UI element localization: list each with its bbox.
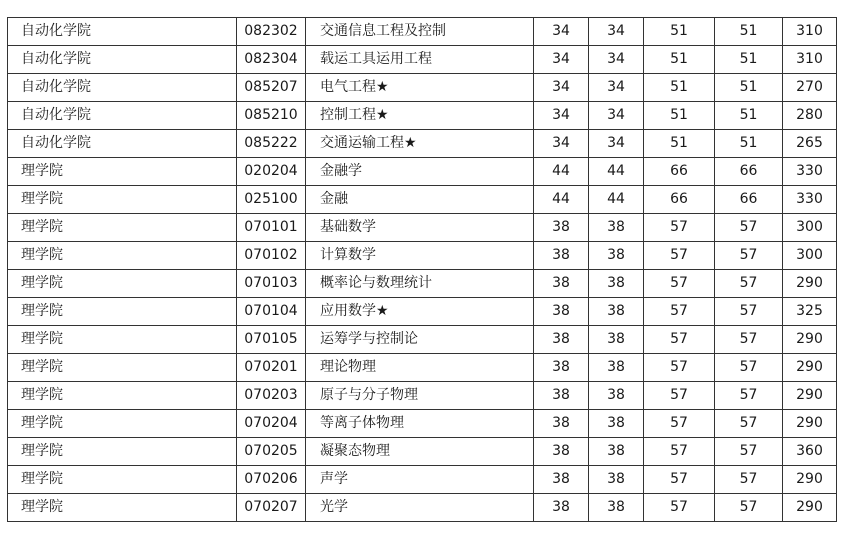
table-row (8, 326, 837, 354)
score-cell-2: 38 (589, 242, 644, 270)
score-cell-4: 57 (715, 354, 783, 382)
score-cell-3: 51 (644, 130, 715, 158)
major-name-cell: 等离子体物理 (306, 410, 534, 438)
major-code-cell: 070102 (237, 242, 306, 270)
score-cell-2: 38 (589, 354, 644, 382)
major-name-cell: 理论物理 (306, 354, 534, 382)
total-score-cell: 290 (783, 494, 837, 522)
major-name-cell: 基础数学 (306, 214, 534, 242)
table-row (8, 46, 837, 74)
score-cell-4: 57 (715, 466, 783, 494)
major-code-cell: 070103 (237, 270, 306, 298)
total-score-cell: 290 (783, 270, 837, 298)
score-cell-4: 57 (715, 326, 783, 354)
college-cell: 自动化学院 (8, 18, 237, 46)
score-cell-1: 38 (534, 242, 589, 270)
major-name-cell: 计算数学 (306, 242, 534, 270)
score-cell-1: 38 (534, 270, 589, 298)
score-cell-2: 34 (589, 18, 644, 46)
table-row (8, 186, 837, 214)
major-name-cell: 交通信息工程及控制 (306, 18, 534, 46)
score-table-container (7, 17, 837, 522)
score-cell-3: 57 (644, 214, 715, 242)
score-cell-2: 38 (589, 410, 644, 438)
college-cell: 理学院 (8, 354, 237, 382)
college-cell: 理学院 (8, 494, 237, 522)
total-score-cell: 290 (783, 382, 837, 410)
table-row (8, 466, 837, 494)
major-code-cell: 082304 (237, 46, 306, 74)
score-cell-4: 57 (715, 214, 783, 242)
major-name-cell: 交通运输工程★ (306, 130, 534, 158)
major-code-cell: 085207 (237, 74, 306, 102)
score-cell-1: 38 (534, 354, 589, 382)
major-name-cell: 概率论与数理统计 (306, 270, 534, 298)
table-row (8, 270, 837, 298)
score-cell-1: 34 (534, 18, 589, 46)
college-cell: 理学院 (8, 438, 237, 466)
major-name-cell: 金融 (306, 186, 534, 214)
score-cell-3: 57 (644, 438, 715, 466)
major-name-cell: 金融学 (306, 158, 534, 186)
table-row (8, 74, 837, 102)
major-code-cell: 070206 (237, 466, 306, 494)
score-cell-1: 38 (534, 410, 589, 438)
college-cell: 自动化学院 (8, 102, 237, 130)
score-cell-3: 57 (644, 410, 715, 438)
score-cell-4: 57 (715, 270, 783, 298)
major-code-cell: 085222 (237, 130, 306, 158)
college-cell: 理学院 (8, 270, 237, 298)
college-cell: 理学院 (8, 410, 237, 438)
score-cell-1: 38 (534, 326, 589, 354)
major-code-cell: 070101 (237, 214, 306, 242)
total-score-cell: 265 (783, 130, 837, 158)
score-cell-3: 66 (644, 186, 715, 214)
major-name-cell: 载运工具运用工程 (306, 46, 534, 74)
score-cell-1: 38 (534, 466, 589, 494)
score-cell-2: 38 (589, 214, 644, 242)
college-cell: 理学院 (8, 298, 237, 326)
major-name-cell: 凝聚态物理 (306, 438, 534, 466)
total-score-cell: 325 (783, 298, 837, 326)
college-cell: 理学院 (8, 186, 237, 214)
total-score-cell: 310 (783, 46, 837, 74)
college-cell: 理学院 (8, 214, 237, 242)
major-name-cell: 运筹学与控制论 (306, 326, 534, 354)
major-name-cell: 声学 (306, 466, 534, 494)
total-score-cell: 290 (783, 354, 837, 382)
score-cell-1: 38 (534, 214, 589, 242)
score-cell-4: 51 (715, 130, 783, 158)
score-cell-4: 51 (715, 46, 783, 74)
score-cell-3: 51 (644, 74, 715, 102)
major-name-cell: 光学 (306, 494, 534, 522)
score-cell-4: 66 (715, 186, 783, 214)
score-cell-2: 38 (589, 494, 644, 522)
score-cell-4: 57 (715, 298, 783, 326)
score-cell-2: 38 (589, 382, 644, 410)
total-score-cell: 330 (783, 158, 837, 186)
major-code-cell: 070203 (237, 382, 306, 410)
score-cell-3: 51 (644, 102, 715, 130)
score-cell-2: 38 (589, 438, 644, 466)
score-cell-1: 38 (534, 298, 589, 326)
table-row (8, 438, 837, 466)
score-cell-4: 57 (715, 494, 783, 522)
score-cell-2: 44 (589, 186, 644, 214)
college-cell: 理学院 (8, 242, 237, 270)
total-score-cell: 290 (783, 326, 837, 354)
score-cell-1: 34 (534, 102, 589, 130)
score-cell-1: 38 (534, 382, 589, 410)
table-row (8, 410, 837, 438)
major-code-cell: 020204 (237, 158, 306, 186)
total-score-cell: 290 (783, 410, 837, 438)
score-cell-4: 51 (715, 74, 783, 102)
major-code-cell: 082302 (237, 18, 306, 46)
major-code-cell: 070104 (237, 298, 306, 326)
score-cell-4: 51 (715, 102, 783, 130)
score-cell-3: 57 (644, 326, 715, 354)
total-score-cell: 330 (783, 186, 837, 214)
score-cell-2: 38 (589, 466, 644, 494)
college-cell: 自动化学院 (8, 130, 237, 158)
major-code-cell: 070205 (237, 438, 306, 466)
table-row (8, 494, 837, 522)
score-cell-3: 57 (644, 270, 715, 298)
table-row (8, 354, 837, 382)
major-name-cell: 控制工程★ (306, 102, 534, 130)
score-cell-4: 57 (715, 438, 783, 466)
score-cell-2: 34 (589, 74, 644, 102)
score-cell-1: 38 (534, 438, 589, 466)
major-code-cell: 070204 (237, 410, 306, 438)
table-row (8, 382, 837, 410)
table-row (8, 298, 837, 326)
score-cell-3: 51 (644, 46, 715, 74)
score-cell-1: 44 (534, 186, 589, 214)
score-cell-2: 38 (589, 270, 644, 298)
score-cell-3: 57 (644, 466, 715, 494)
total-score-cell: 290 (783, 466, 837, 494)
score-cell-4: 57 (715, 382, 783, 410)
score-cell-3: 57 (644, 494, 715, 522)
score-cell-4: 57 (715, 242, 783, 270)
college-cell: 理学院 (8, 326, 237, 354)
total-score-cell: 310 (783, 18, 837, 46)
college-cell: 自动化学院 (8, 46, 237, 74)
total-score-cell: 300 (783, 214, 837, 242)
score-cell-2: 44 (589, 158, 644, 186)
score-cell-4: 51 (715, 18, 783, 46)
table-row (8, 102, 837, 130)
total-score-cell: 280 (783, 102, 837, 130)
college-cell: 理学院 (8, 466, 237, 494)
score-cell-2: 34 (589, 46, 644, 74)
table-row (8, 214, 837, 242)
major-code-cell: 070207 (237, 494, 306, 522)
total-score-cell: 360 (783, 438, 837, 466)
score-cell-1: 44 (534, 158, 589, 186)
score-cell-2: 38 (589, 326, 644, 354)
table-row (8, 130, 837, 158)
college-cell: 自动化学院 (8, 74, 237, 102)
score-cell-3: 57 (644, 382, 715, 410)
total-score-cell: 270 (783, 74, 837, 102)
table-row (8, 18, 837, 46)
score-cell-3: 57 (644, 354, 715, 382)
total-score-cell: 300 (783, 242, 837, 270)
major-name-cell: 电气工程★ (306, 74, 534, 102)
score-cell-3: 51 (644, 18, 715, 46)
score-cell-1: 34 (534, 74, 589, 102)
score-cell-1: 34 (534, 130, 589, 158)
score-cell-4: 57 (715, 410, 783, 438)
score-table (7, 17, 837, 522)
major-code-cell: 085210 (237, 102, 306, 130)
college-cell: 理学院 (8, 382, 237, 410)
major-name-cell: 原子与分子物理 (306, 382, 534, 410)
major-code-cell: 025100 (237, 186, 306, 214)
table-row (8, 158, 837, 186)
major-code-cell: 070105 (237, 326, 306, 354)
major-name-cell: 应用数学★ (306, 298, 534, 326)
college-cell: 理学院 (8, 158, 237, 186)
score-cell-3: 57 (644, 242, 715, 270)
score-table-body (8, 18, 837, 522)
score-cell-3: 57 (644, 298, 715, 326)
score-cell-3: 66 (644, 158, 715, 186)
score-cell-2: 38 (589, 298, 644, 326)
table-row (8, 242, 837, 270)
major-code-cell: 070201 (237, 354, 306, 382)
score-cell-4: 66 (715, 158, 783, 186)
score-cell-1: 38 (534, 494, 589, 522)
score-cell-1: 34 (534, 46, 589, 74)
score-cell-2: 34 (589, 102, 644, 130)
score-cell-2: 34 (589, 130, 644, 158)
